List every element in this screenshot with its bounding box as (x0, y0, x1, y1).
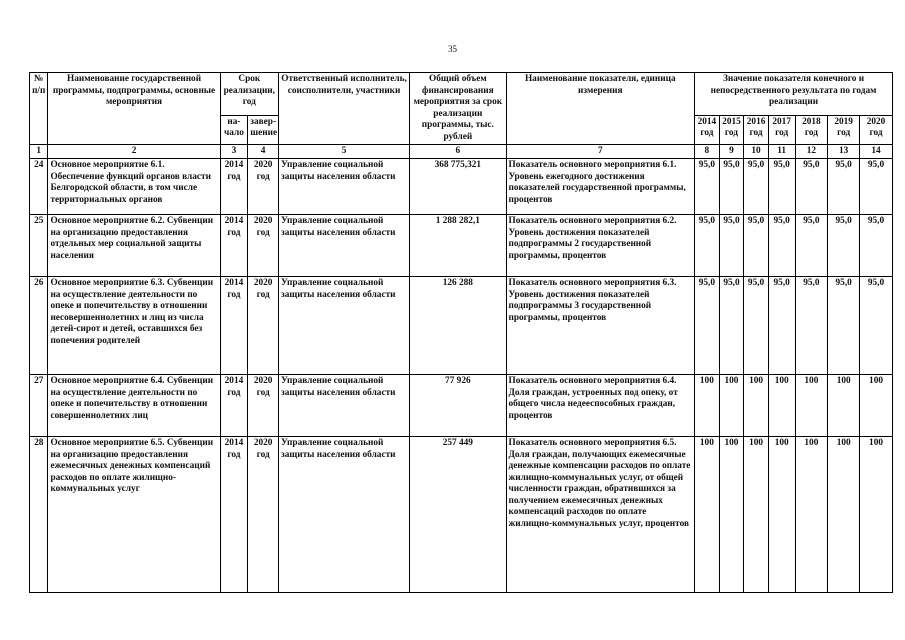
term-start: 2014 год (220, 215, 248, 277)
term-start: 2014 год (220, 159, 248, 215)
funding-amount: 368 775,321 (410, 159, 506, 215)
value-2015: 95,0 (719, 159, 744, 215)
value-2018: 95,0 (795, 277, 828, 375)
indicator-name: Показатель основного мероприятия 6.5. Доля граждан, получающих ежемесячные денежные компенсации расходов по оплате жилищно-коммунальных услуг, от общей численности граждан, обратившихся за получением ежемесячных денежных компенсаций расходов по оплате жилищно-коммунальных услуг, процентов (506, 437, 695, 593)
term-end: 2020 год (248, 277, 279, 375)
table-row (30, 277, 893, 375)
value-2017: 95,0 (768, 277, 795, 375)
header-year-2019: 2019 год (828, 115, 860, 144)
measure-name: Основное мероприятие 6.2. Субвенции на организацию предоставления отдельных мер социальной защиты населения (48, 215, 220, 277)
column-number: 1 (30, 145, 48, 159)
column-number: 5 (279, 145, 410, 159)
term-end: 2020 год (248, 375, 279, 437)
table-row (30, 159, 893, 215)
measure-name: Основное мероприятие 6.3. Субвенции на осуществление деятельности по опеке и попечительству в отношении несовершеннолетних и лиц из числа детей-сирот и детей, оставшихся без попечения родителей (48, 277, 220, 375)
header-year-2018: 2018 год (795, 115, 828, 144)
column-number: 4 (248, 145, 279, 159)
value-2015: 100 (719, 437, 744, 593)
term-start: 2014 год (220, 375, 248, 437)
value-2015: 95,0 (719, 277, 744, 375)
value-2014: 95,0 (695, 215, 720, 277)
row-num: 25 (30, 215, 48, 277)
value-2017: 100 (768, 437, 795, 593)
table-row (30, 215, 893, 277)
value-2014: 100 (695, 375, 720, 437)
term-end: 2020 год (248, 437, 279, 593)
executor: Управление социальной защиты населения области (279, 215, 410, 277)
value-2019: 100 (828, 375, 860, 437)
row-num: 28 (30, 437, 48, 593)
measure-name: Основное мероприятие 6.5. Субвенции на организацию предоставления ежемесячных денежных компенсаций расходов по оплате жилищно-коммунальных услуг (48, 437, 220, 593)
term-start: 2014 год (220, 437, 248, 593)
value-2016: 95,0 (744, 277, 769, 375)
page-number: 35 (448, 44, 457, 54)
value-2020: 100 (860, 375, 893, 437)
header-row-1 (30, 73, 893, 116)
column-number: 6 (410, 145, 506, 159)
header-year-2020: 2020 год (860, 115, 893, 144)
table-row (30, 437, 893, 593)
value-2018: 100 (795, 437, 828, 593)
column-number: 14 (860, 145, 893, 159)
column-number: 9 (719, 145, 744, 159)
row-num: 24 (30, 159, 48, 215)
column-numbers-row (30, 145, 893, 159)
value-2017: 95,0 (768, 215, 795, 277)
header-year-2016: 2016 год (744, 115, 769, 144)
header-year-2017: 2017 год (768, 115, 795, 144)
header-funding: Общий объем финансирования мероприятия за срок реализации программы, тыс. рублей (410, 73, 506, 145)
table-row (30, 375, 893, 437)
term-end: 2020 год (248, 215, 279, 277)
executor: Управление социальной защиты населения области (279, 375, 410, 437)
executor: Управление социальной защиты населения области (279, 159, 410, 215)
column-number: 10 (744, 145, 769, 159)
value-2016: 95,0 (744, 215, 769, 277)
funding-amount: 257 449 (410, 437, 506, 593)
value-2014: 95,0 (695, 159, 720, 215)
value-2015: 95,0 (719, 215, 744, 277)
value-2020: 95,0 (860, 277, 893, 375)
column-number: 8 (695, 145, 720, 159)
column-number: 3 (220, 145, 248, 159)
funding-amount: 77 926 (410, 375, 506, 437)
value-2014: 100 (695, 437, 720, 593)
header-indicator: Наименование показателя, единица измерения (506, 73, 695, 145)
value-2018: 95,0 (795, 159, 828, 215)
column-number: 11 (768, 145, 795, 159)
header-year-2015: 2015 год (719, 115, 744, 144)
value-2016: 100 (744, 437, 769, 593)
column-number: 2 (48, 145, 220, 159)
value-2016: 100 (744, 375, 769, 437)
row-num: 27 (30, 375, 48, 437)
value-2017: 95,0 (768, 159, 795, 215)
measure-name: Основное мероприятие 6.4. Субвенции на осуществление деятельности по опеке и попечительству в отношении совершеннолетних лиц (48, 375, 220, 437)
header-year-2014: 2014 год (695, 115, 720, 144)
value-2019: 95,0 (828, 159, 860, 215)
header-term-start: на-чало (220, 115, 248, 144)
term-end: 2020 год (248, 159, 279, 215)
indicator-name: Показатель основного мероприятия 6.2. Уровень достижения показателей подпрограммы 2 государственной программы, процентов (506, 215, 695, 277)
value-2016: 95,0 (744, 159, 769, 215)
term-start: 2014 год (220, 277, 248, 375)
indicator-name: Показатель основного мероприятия 6.3. Уровень достижения показателей подпрограммы 3 государственной программы, процентов (506, 277, 695, 375)
value-2020: 100 (860, 437, 893, 593)
executor: Управление социальной защиты населения области (279, 437, 410, 593)
indicator-name: Показатель основного мероприятия 6.4. Доля граждан, устроенных под опеку, от общего числа недееспособных граждан, процентов (506, 375, 695, 437)
value-2019: 95,0 (828, 277, 860, 375)
header-values: Значение показателя конечного и непосредственного результата по годам реализации (695, 73, 893, 116)
program-table (29, 72, 893, 593)
indicator-name: Показатель основного мероприятия 6.1. Уровень ежегодного достижения показателей государственной программы, процентов (506, 159, 695, 215)
header-term: Срок реализации, год (220, 73, 278, 116)
funding-amount: 126 288 (410, 277, 506, 375)
funding-amount: 1 288 282,1 (410, 215, 506, 277)
column-number: 12 (795, 145, 828, 159)
row-num: 26 (30, 277, 48, 375)
value-2019: 95,0 (828, 215, 860, 277)
header-executor: Ответственный исполнитель, соисполнители, участники (279, 73, 410, 145)
header-term-end: завер-шение (248, 115, 279, 144)
value-2020: 95,0 (860, 215, 893, 277)
value-2018: 95,0 (795, 215, 828, 277)
value-2014: 95,0 (695, 277, 720, 375)
header-num: № п/п (30, 73, 48, 145)
value-2017: 100 (768, 375, 795, 437)
header-name: Наименование государственной программы, подпрограммы, основные мероприятия (48, 73, 220, 145)
measure-name: Основное мероприятие 6.1. Обеспечение функций органов власти Белгородской области, в том числе территориальных органов (48, 159, 220, 215)
page-bottom-margin (0, 632, 905, 640)
value-2018: 100 (795, 375, 828, 437)
value-2015: 100 (719, 375, 744, 437)
column-number: 13 (828, 145, 860, 159)
value-2019: 100 (828, 437, 860, 593)
executor: Управление социальной защиты населения области (279, 277, 410, 375)
column-number: 7 (506, 145, 695, 159)
value-2020: 95,0 (860, 159, 893, 215)
